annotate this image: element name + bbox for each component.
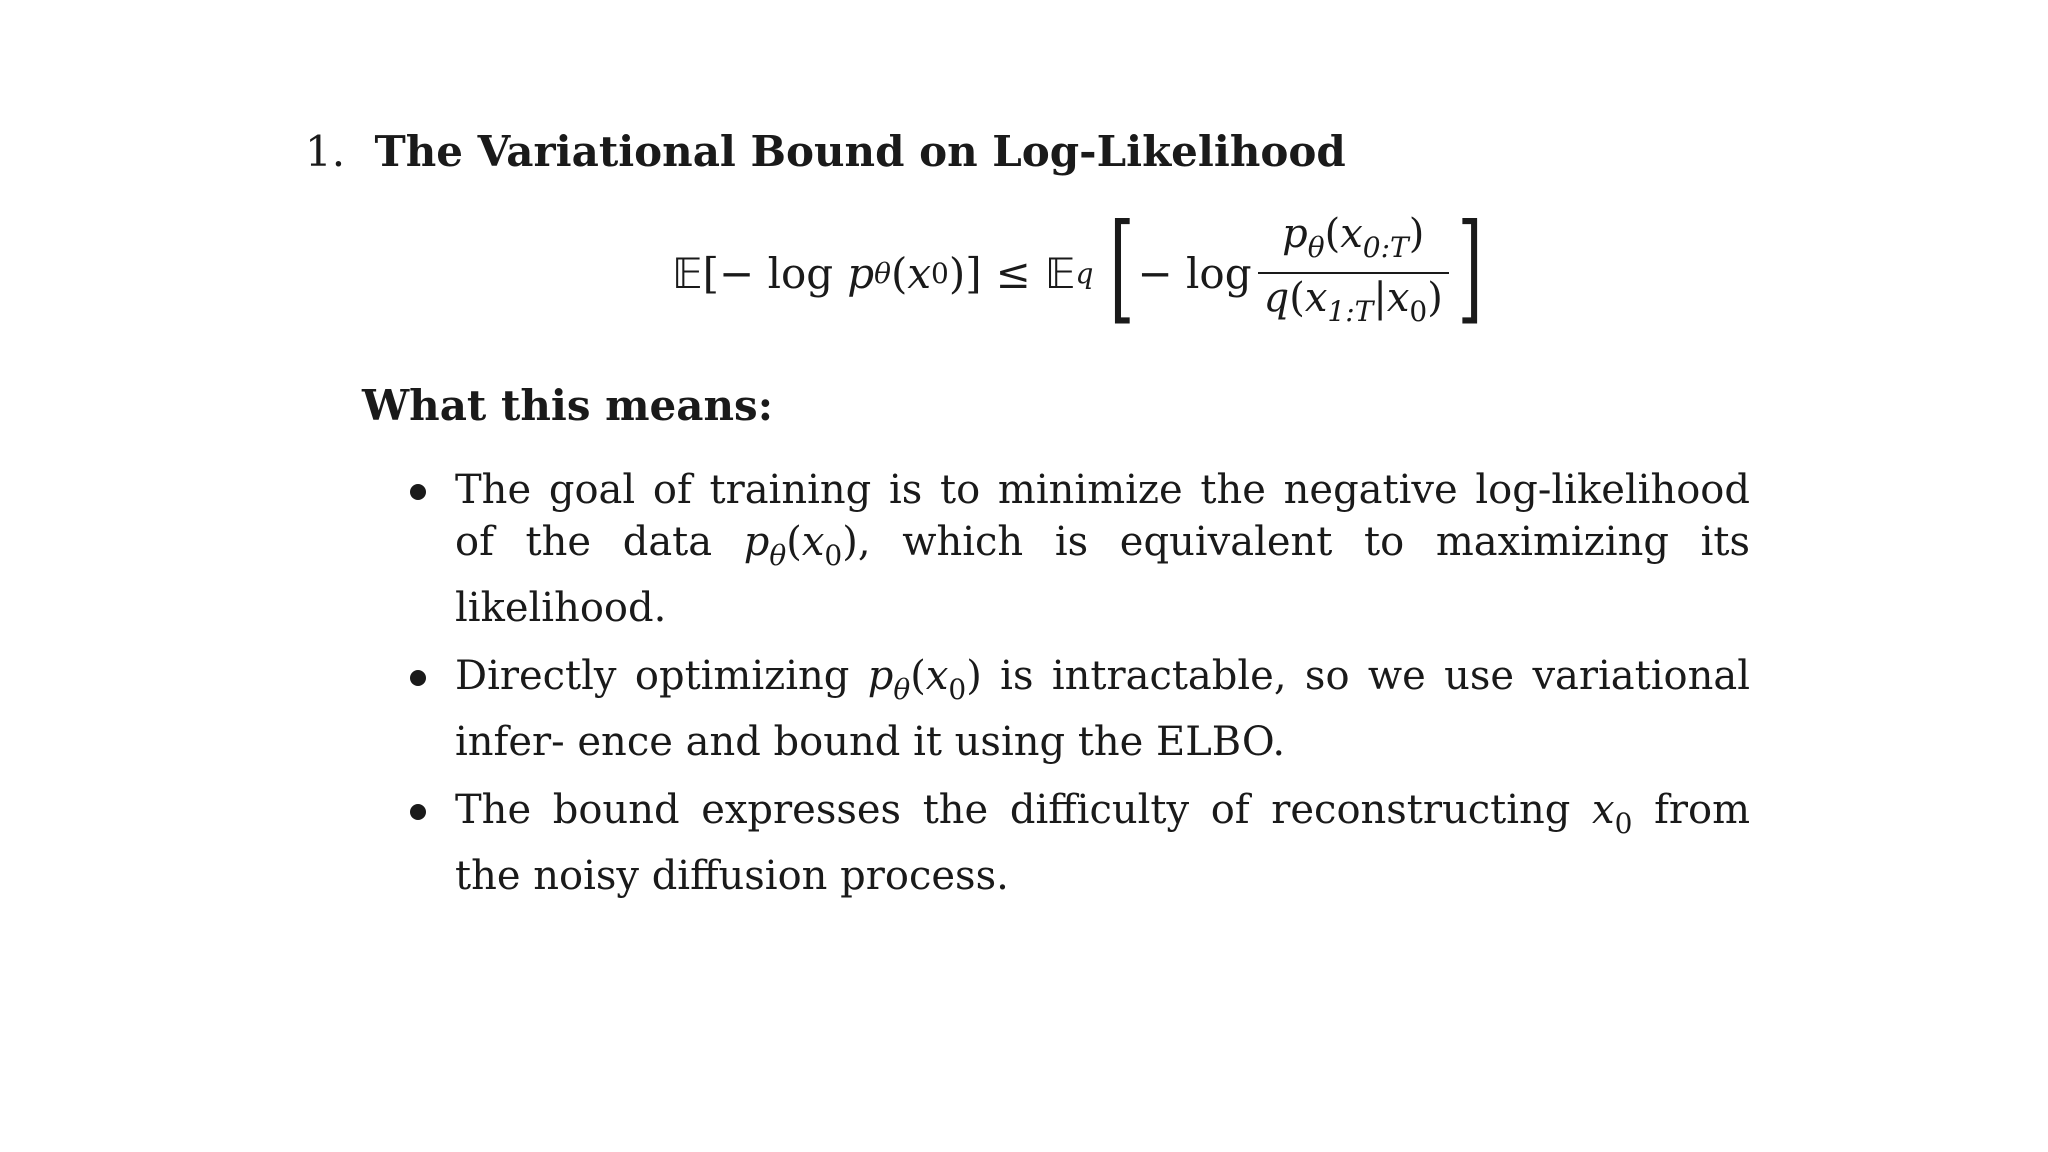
lhs-theta: θ	[874, 256, 891, 290]
expectation-q-sub: q	[1075, 256, 1094, 290]
inline-math: $p_\theta$	[867, 653, 911, 706]
inline-math: x	[1592, 787, 1615, 833]
list-item: The bound expresses the difficulty of reconstructing $x_0$ from the noisy diffusion process.	[410, 784, 1750, 902]
lhs-open-bracket: [	[702, 248, 720, 298]
expectation-symbol: 𝔼	[672, 248, 703, 298]
rhs-minus-log: − log	[1137, 248, 1252, 298]
section-heading	[305, 124, 1346, 180]
rhs-open-bracket: [	[1109, 198, 1136, 336]
list-item: The goal of training is to minimize the negative log-likelihood of the data $p_\theta(x_0)$, which is equivalent to maximizing its likelihood.	[410, 464, 1750, 634]
explanation-list	[410, 464, 1750, 918]
list-item: Directly optimizing $p_\theta(x_0)$ is intractable, so we use variational infer- ence and bound it using the ELBO.	[410, 650, 1750, 768]
lhs-minus-log: − log	[719, 248, 834, 298]
rhs-close-bracket: ]	[1457, 198, 1483, 336]
bullet-dot-icon	[410, 804, 426, 820]
lhs-x-sub: 0	[931, 256, 949, 290]
fraction-denominator: $q(x_{1:T}|x_0)$	[1263, 275, 1443, 328]
leq-symbol: ≤	[995, 248, 1031, 298]
lhs-close-bracket: )]	[948, 248, 982, 298]
fraction-numerator: $p_\theta(x_{0:T})$	[1282, 211, 1425, 264]
section-number: 1.	[305, 127, 346, 176]
expectation-q-symbol: 𝔼	[1044, 248, 1076, 298]
lhs-x: x	[907, 248, 932, 298]
variational-bound-equation: 𝔼 [ − log p θ ( x 0 )] ≤ 𝔼 q [ − log $\frac{p_\theta(x_{0:T})}{q(x_{1:T}|x_0)}$ ]	[672, 198, 1483, 336]
fraction	[1258, 210, 1449, 336]
bullet-dot-icon	[410, 484, 426, 500]
what-this-means-heading: What this means:	[362, 381, 774, 430]
section-title: The Variational Bound on Log-Likelihood	[374, 127, 1346, 176]
lhs-p: p	[847, 248, 875, 298]
bullet-dot-icon	[410, 670, 426, 686]
inline-math: $p_\theta$	[743, 519, 787, 572]
